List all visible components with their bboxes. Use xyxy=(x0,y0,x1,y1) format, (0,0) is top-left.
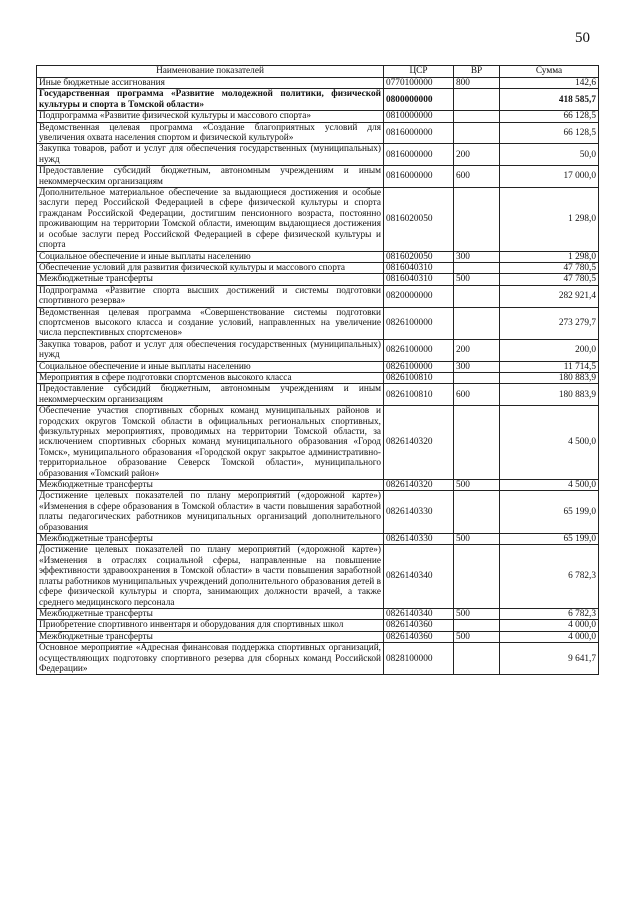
cell-name: Ведомственная целевая программа «Совершенствование системы подготовки спортсменов высокого класса и создание условий, направленных на увеличение числа перспективных спортсменов» xyxy=(37,307,384,339)
cell-sum: 9 641,7 xyxy=(500,643,599,675)
cell-csr: 0816020050 xyxy=(384,251,454,262)
cell-name: Иные бюджетные ассигнования xyxy=(37,78,384,89)
cell-sum: 17 000,0 xyxy=(500,166,599,188)
cell-vr xyxy=(454,372,500,383)
cell-vr xyxy=(454,491,500,534)
cell-vr: 600 xyxy=(454,384,500,406)
cell-csr: 0826140360 xyxy=(384,631,454,642)
cell-csr: 0816000000 xyxy=(384,166,454,188)
cell-csr: 0810000000 xyxy=(384,111,454,122)
cell-csr: 0816000000 xyxy=(384,122,454,144)
cell-sum: 66 128,5 xyxy=(500,122,599,144)
cell-sum: 1 298,0 xyxy=(500,188,599,251)
cell-csr: 0826140340 xyxy=(384,608,454,619)
cell-csr: 0826140320 xyxy=(384,406,454,480)
cell-sum: 418 585,7 xyxy=(500,89,599,111)
cell-name: Основное мероприятие «Адресная финансовая поддержка спортивных организаций, осуществляющих подготовку спортивного резерва для сборных команд Российской Федерации» xyxy=(37,643,384,675)
cell-name: Предоставление субсидий бюджетным, автономным учреждениям и иным некоммерческим организациям xyxy=(37,384,384,406)
table-row xyxy=(37,643,599,675)
cell-name: Межбюджетные трансферты xyxy=(37,480,384,491)
table-row xyxy=(37,144,599,166)
header-csr: ЦСР xyxy=(384,66,454,78)
cell-csr: 0800000000 xyxy=(384,89,454,111)
cell-csr: 0770100000 xyxy=(384,78,454,89)
cell-csr: 0826140340 xyxy=(384,545,454,608)
table-header-row xyxy=(37,66,599,78)
cell-csr: 0820000000 xyxy=(384,285,454,307)
cell-sum: 4 500,0 xyxy=(500,480,599,491)
cell-vr xyxy=(454,262,500,273)
cell-name: Межбюджетные трансферты xyxy=(37,274,384,285)
header-vr: ВР xyxy=(454,66,500,78)
cell-sum: 6 782,3 xyxy=(500,545,599,608)
cell-vr: 500 xyxy=(454,274,500,285)
cell-sum: 6 782,3 xyxy=(500,608,599,619)
cell-sum: 65 199,0 xyxy=(500,491,599,534)
cell-name: Обеспечение участия спортивных сборных команд муниципальных районов и городских округов Томской области в официальных региональных спортивных, физкультурных мероприятиях, проводимых на территории Томской области, за исключением спортивных сборных команд муниципального образования «Город Томск», муниципального образования «Городской округ закрытое административно-территориальное образование Северск Томской области», муниципального образования «Томский район» xyxy=(37,406,384,480)
cell-sum: 11 714,5 xyxy=(500,361,599,372)
cell-name: Социальное обеспечение и иные выплаты населению xyxy=(37,361,384,372)
cell-vr: 500 xyxy=(454,480,500,491)
table-row xyxy=(37,262,599,273)
table-row xyxy=(37,78,599,89)
table-row xyxy=(37,406,599,480)
cell-sum: 4 500,0 xyxy=(500,406,599,480)
cell-vr xyxy=(454,643,500,675)
cell-sum: 47 780,5 xyxy=(500,262,599,273)
cell-name: Дополнительное материальное обеспечение за выдающиеся достижения и особые заслуги перед Российской Федерацией в сфере физической культуры и спорта гражданам Российской Федерации, достигшим пенсионного возраста, постоянно проживающим на территории Томской области, имеющим выдающиеся достижения и особые заслуги перед Российской Федерацией в сфере физической культуры и спорта xyxy=(37,188,384,251)
cell-name: Межбюджетные трансферты xyxy=(37,631,384,642)
table-row xyxy=(37,285,599,307)
cell-name: Подпрограмма «Развитие физической культуры и массового спорта» xyxy=(37,111,384,122)
cell-csr: 0826140360 xyxy=(384,620,454,631)
cell-vr: 300 xyxy=(454,361,500,372)
cell-name: Закупка товаров, работ и услуг для обеспечения государственных (муниципальных) нужд xyxy=(37,144,384,166)
cell-vr: 200 xyxy=(454,339,500,361)
cell-name: Социальное обеспечение и иные выплаты населению xyxy=(37,251,384,262)
cell-csr: 0826100000 xyxy=(384,339,454,361)
cell-sum: 66 128,5 xyxy=(500,111,599,122)
table-row xyxy=(37,545,599,608)
cell-name: Межбюджетные трансферты xyxy=(37,534,384,545)
table-row xyxy=(37,631,599,642)
cell-sum: 180 883,9 xyxy=(500,372,599,383)
table-row xyxy=(37,361,599,372)
cell-sum: 142,6 xyxy=(500,78,599,89)
table-row xyxy=(37,188,599,251)
table-row xyxy=(37,480,599,491)
table-row xyxy=(37,274,599,285)
cell-vr: 500 xyxy=(454,608,500,619)
cell-sum: 200,0 xyxy=(500,339,599,361)
cell-csr: 0826100000 xyxy=(384,307,454,339)
header-sum: Сумма xyxy=(500,66,599,78)
cell-sum: 65 199,0 xyxy=(500,534,599,545)
cell-vr: 200 xyxy=(454,144,500,166)
cell-csr: 0816000000 xyxy=(384,144,454,166)
cell-name: Подпрограмма «Развитие спорта высших достижений и системы подготовки спортивного резерва» xyxy=(37,285,384,307)
cell-csr: 0816040310 xyxy=(384,274,454,285)
table-row xyxy=(37,111,599,122)
cell-vr: 600 xyxy=(454,166,500,188)
cell-sum: 282 921,4 xyxy=(500,285,599,307)
cell-vr xyxy=(454,122,500,144)
cell-sum: 180 883,9 xyxy=(500,384,599,406)
cell-csr: 0826140330 xyxy=(384,534,454,545)
cell-name: Достижение целевых показателей по плану мероприятий («дорожной карте») «Изменения в сфере образования в Томской области» в части повышения заработной платы педагогических работников муниципальных организаций дополнительного образования xyxy=(37,491,384,534)
budget-table xyxy=(36,65,599,675)
table-row xyxy=(37,251,599,262)
cell-vr: 300 xyxy=(454,251,500,262)
table-row xyxy=(37,339,599,361)
cell-vr xyxy=(454,285,500,307)
table-row xyxy=(37,384,599,406)
cell-csr: 0826100000 xyxy=(384,361,454,372)
cell-name: Обеспечение условий для развития физической культуры и массового спорта xyxy=(37,262,384,273)
table-row xyxy=(37,372,599,383)
cell-sum: 273 279,7 xyxy=(500,307,599,339)
cell-sum: 4 000,0 xyxy=(500,620,599,631)
cell-sum: 50,0 xyxy=(500,144,599,166)
cell-vr xyxy=(454,307,500,339)
table-row xyxy=(37,491,599,534)
cell-csr: 0826140320 xyxy=(384,480,454,491)
cell-vr xyxy=(454,89,500,111)
cell-vr xyxy=(454,545,500,608)
cell-vr xyxy=(454,620,500,631)
table-row xyxy=(37,608,599,619)
cell-name: Приобретение спортивного инвентаря и оборудования для спортивных школ xyxy=(37,620,384,631)
table-row xyxy=(37,166,599,188)
cell-name: Закупка товаров, работ и услуг для обеспечения государственных (муниципальных) нужд xyxy=(37,339,384,361)
cell-csr: 0826100810 xyxy=(384,372,454,383)
cell-vr xyxy=(454,188,500,251)
cell-name: Достижение целевых показателей по плану мероприятий («дорожной карте») «Изменения в отраслях социальной сферы, направленные на повышение эффективности здравоохранения в Томской области» в части повышения заработной платы работников муниципальных учреждений дополнительного образования детей в сфере физической культуры и спорта, занимающих должности врачей, а также среднего медицинского персонала xyxy=(37,545,384,608)
cell-name: Государственная программа «Развитие молодежной политики, физической культуры и спорта в Томской области» xyxy=(37,89,384,111)
cell-name: Мероприятия в сфере подготовки спортсменов высокого класса xyxy=(37,372,384,383)
cell-sum: 47 780,5 xyxy=(500,274,599,285)
cell-name: Межбюджетные трансферты xyxy=(37,608,384,619)
cell-csr: 0828100000 xyxy=(384,643,454,675)
cell-vr xyxy=(454,406,500,480)
table-row xyxy=(37,534,599,545)
table-row xyxy=(37,307,599,339)
cell-csr: 0816020050 xyxy=(384,188,454,251)
cell-csr: 0816040310 xyxy=(384,262,454,273)
page-number: 50 xyxy=(575,30,590,46)
cell-vr xyxy=(454,111,500,122)
cell-vr: 500 xyxy=(454,534,500,545)
table-row xyxy=(37,89,599,111)
cell-vr: 800 xyxy=(454,78,500,89)
cell-name: Ведомственная целевая программа «Создание благоприятных условий для увеличения охвата населения спортом и физической культурой» xyxy=(37,122,384,144)
table-row xyxy=(37,122,599,144)
cell-csr: 0826140330 xyxy=(384,491,454,534)
cell-sum: 4 000,0 xyxy=(500,631,599,642)
cell-name: Предоставление субсидий бюджетным, автономным учреждениям и иным некоммерческим организациям xyxy=(37,166,384,188)
cell-vr: 500 xyxy=(454,631,500,642)
cell-csr: 0826100810 xyxy=(384,384,454,406)
table-row xyxy=(37,620,599,631)
cell-sum: 1 298,0 xyxy=(500,251,599,262)
header-name: Наименование показателей xyxy=(37,66,384,78)
